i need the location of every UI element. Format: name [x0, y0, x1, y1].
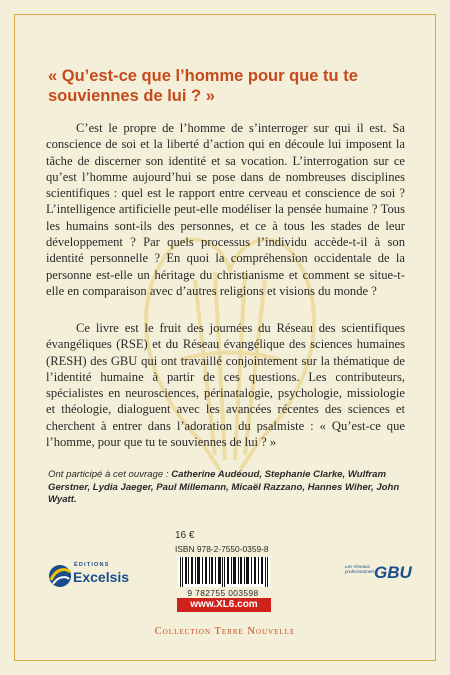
barcode-number: 9 782755 003598: [187, 588, 259, 598]
gbu-logo: [345, 562, 412, 592]
excelsis-name: Excelsis: [73, 569, 130, 585]
gbu-tagline: Les réseaux professionnels: [345, 564, 375, 575]
summary-paragraph-2: Ce livre est le fruit des journées du Réseau des scientifiques évangéliques (RSE) et du Réseau évangélique des sciences humaines (RESH) des GBU qui ont travaillé conjointement sur la thématique de l’identité humaine à partir de ces questions. Les contributeurs, spécialistes en neurosciences, périnatalogie, psychologie, missiologie et théologie, dialoguent avec les avancées récentes des sciences et cherchent à entrer dans l’adoration du psalmiste : « Qu’est-ce que l’homme, pour que tu te souviennes de lui ? »: [46, 321, 405, 450]
excelsis-logo: [48, 560, 128, 592]
back-cover-title: « Qu’est-ce que l’homme pour que tu te souviennes de lui ? »: [48, 67, 358, 105]
contributors-names: Catherine Audéoud, Stephanie Clarke, Wulfram Gerstner, Lydia Jaeger, Paul Millemann, Micaël Razzano, Hannes Wiher, John Wyatt.: [48, 469, 400, 506]
excelsis-editions-label: ÉDITIONS: [74, 562, 110, 568]
gbu-name: GBU: [374, 563, 412, 582]
barcode-icon: [178, 557, 270, 587]
collection-name: Collection Terre Nouvelle: [154, 626, 296, 637]
price: 16 €: [175, 530, 195, 541]
contributors-block: [48, 469, 403, 507]
summary-paragraph-1: C’est le propre de l’homme de s’interroger sur qui il est. Sa conscience de soi et la liberté d’action qui en découle lui imposent la tâche de discerner son identité et sa vocation. L’interrogation sur ce qu’est l’homme aujourd’hui se pose dans de nombreuses disciplines scientifiques : quel est le rapport entre cerveau et conscience de soi ? L’intelligence artificielle peut-elle modéliser la pensée humaine ? Tous les humains sont-ils des personnes, et ce à tous les stades de leur développement ? Par quels processus l’individu accède-t-il à son identité personnelle ? En quoi la compréhension occidentale de la personne est-elle un héritage du christianisme et comment se situe-t-elle en comparaison avec d’autres religions et visions du monde ?: [46, 121, 405, 298]
excelsis-swoosh-icon: [48, 560, 72, 590]
website-link[interactable]: www.XL6.com: [177, 598, 271, 612]
isbn: ISBN 978-2-7550-0359-8: [175, 544, 269, 554]
contributors-lead: Ont participé à cet ouvrage :: [48, 469, 169, 480]
